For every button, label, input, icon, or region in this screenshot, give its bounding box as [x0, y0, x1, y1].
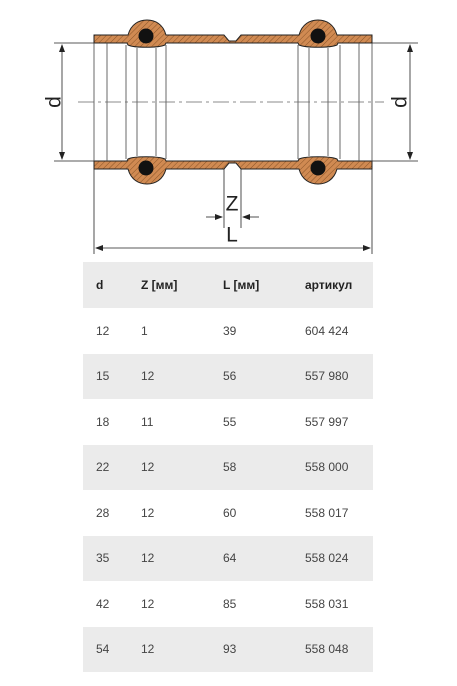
l-label: L: [226, 223, 238, 247]
cell-d: 35: [96, 551, 110, 566]
cell-l: 60: [223, 505, 237, 520]
header-d: d: [96, 278, 104, 292]
cell-article: 558 024: [305, 551, 349, 566]
cell-d: 42: [96, 596, 110, 611]
seal-ring: [311, 29, 326, 44]
spec-table: [83, 262, 373, 672]
cell-article: 557 980: [305, 369, 349, 384]
z-label: Z: [225, 192, 239, 216]
seal-ring: [139, 161, 154, 176]
table-row: [83, 399, 373, 445]
table-row: [83, 536, 373, 582]
cell-z: 12: [141, 551, 155, 566]
cell-d: 15: [96, 369, 110, 384]
cell-z: 12: [141, 460, 155, 475]
table-row: [83, 627, 373, 673]
cell-d: 28: [96, 505, 110, 520]
cell-article: 557 997: [305, 414, 349, 429]
cell-l: 55: [223, 414, 237, 429]
d-label-left: d: [42, 96, 66, 108]
fitting-drawing: [0, 0, 457, 262]
table-row: [83, 308, 373, 354]
cell-z: 12: [141, 642, 155, 657]
table-row: [83, 581, 373, 627]
cell-z: 12: [141, 505, 155, 520]
lower-wall: [94, 157, 372, 184]
cell-z: 11: [141, 414, 154, 429]
cell-article: 558 017: [305, 505, 349, 520]
cell-z: 1: [141, 323, 148, 338]
cell-d: 18: [96, 414, 110, 429]
table-row: [83, 490, 373, 536]
cell-z: 12: [141, 369, 155, 384]
upper-wall: [94, 20, 372, 47]
cell-l: 64: [223, 551, 237, 566]
cell-article: 604 424: [305, 323, 349, 338]
cell-article: 558 031: [305, 596, 349, 611]
seal-ring: [139, 29, 154, 44]
table-row: [83, 445, 373, 491]
cell-l: 56: [223, 369, 237, 384]
cell-l: 85: [223, 596, 237, 611]
cell-d: 22: [96, 460, 110, 475]
cell-l: 39: [223, 323, 237, 338]
cell-d: 12: [96, 323, 110, 338]
seal-ring: [311, 161, 326, 176]
header-l: L [мм]: [223, 278, 260, 292]
cell-l: 58: [223, 460, 237, 475]
header-article: артикул: [305, 278, 353, 292]
header-z: Z [мм]: [141, 278, 178, 292]
cell-d: 54: [96, 642, 110, 657]
cell-l: 93: [223, 642, 237, 657]
d-label-right: d: [388, 96, 412, 108]
cell-article: 558 048: [305, 642, 349, 657]
table-row: [83, 354, 373, 400]
table-header-row: [83, 262, 373, 308]
cell-article: 558 000: [305, 460, 349, 475]
cell-z: 12: [141, 596, 155, 611]
